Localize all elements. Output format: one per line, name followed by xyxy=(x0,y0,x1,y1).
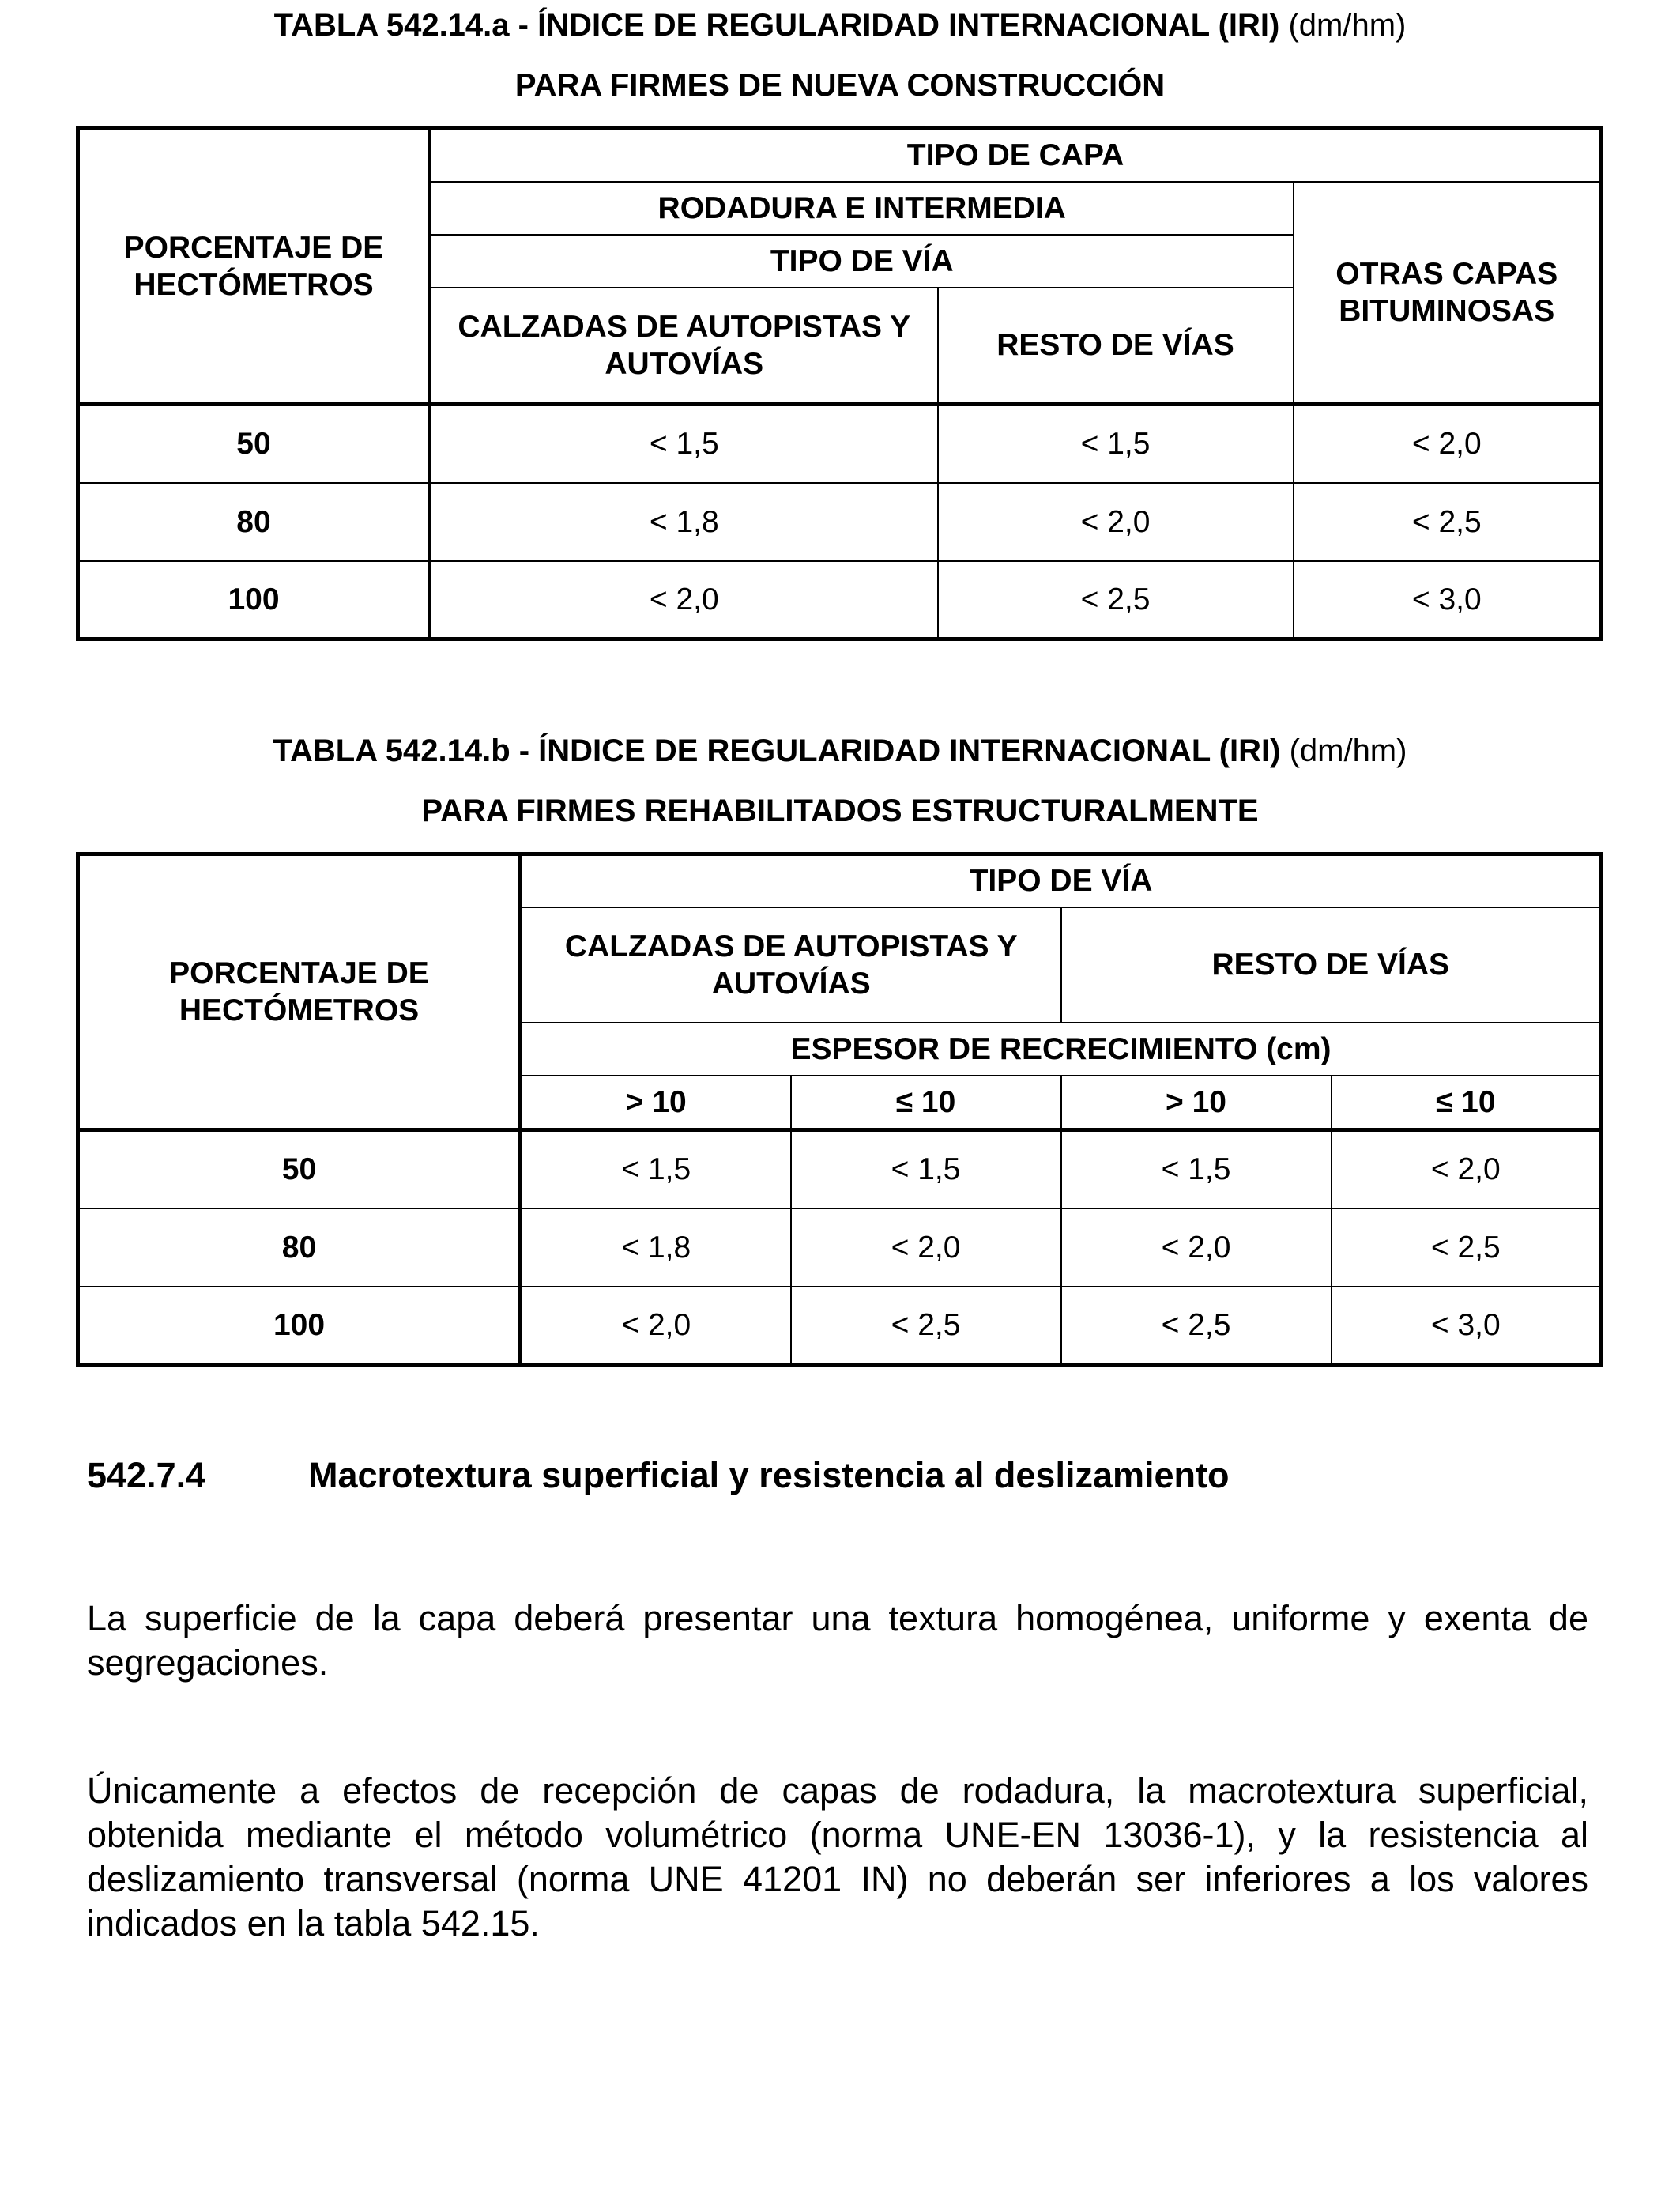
table-a-caption-title: TABLA 542.14.a - ÍNDICE DE REGULARIDAD INTERNACIONAL (IRI) xyxy=(273,8,1280,43)
table-a-header-tipo-capa: TIPO DE CAPA xyxy=(430,129,1602,182)
table-b-header-calzadas: CALZADAS DE AUTOPISTAS Y AUTOVÍAS xyxy=(521,907,1061,1023)
table-a-caption-unit: (dm/hm) xyxy=(1288,8,1407,43)
section-title: Macrotextura superficial y resistencia al deslizamiento xyxy=(308,1455,1230,1495)
table-b-cell: < 1,5 xyxy=(791,1130,1061,1208)
table-a-header-percent: PORCENTAJE DE HECTÓMETROS xyxy=(78,129,430,405)
table-b-cell-pct: 80 xyxy=(78,1208,521,1287)
table-a-header-rodadura: RODADURA E INTERMEDIA xyxy=(430,182,1294,235)
table-a-cell-pct: 100 xyxy=(78,561,430,639)
table-b-header-resto: RESTO DE VÍAS xyxy=(1061,907,1602,1023)
table-a-cell: < 2,0 xyxy=(430,561,938,639)
table-b-cell: < 2,0 xyxy=(1332,1130,1602,1208)
table-b-header-percent: PORCENTAJE DE HECTÓMETROS xyxy=(78,854,521,1130)
section-heading xyxy=(87,1454,1588,1497)
table-b-caption xyxy=(0,732,1680,770)
table-a-cell: < 1,5 xyxy=(938,405,1294,483)
table-a-cell-pct: 50 xyxy=(78,405,430,483)
table-row xyxy=(78,483,1602,561)
table-b-cell: < 2,5 xyxy=(1332,1208,1602,1287)
table-b-subcaption: PARA FIRMES REHABILITADOS ESTRUCTURALMENTE xyxy=(421,794,1259,828)
table-b-cell-pct: 100 xyxy=(78,1287,521,1365)
table-a-cell: < 2,0 xyxy=(938,483,1294,561)
table-b-cell-pct: 50 xyxy=(78,1130,521,1208)
table-a-header-tipo-via: TIPO DE VÍA xyxy=(430,235,1294,288)
table-a xyxy=(76,126,1603,641)
paragraph: La superficie de la capa deberá presentar una textura homogénea, uniforme y exenta de segregaciones. xyxy=(87,1598,1588,1683)
table-b-header-espesor: ESPESOR DE RECRECIMIENTO (cm) xyxy=(521,1023,1602,1076)
table-b-cell: < 1,5 xyxy=(521,1130,791,1208)
paragraph: Únicamente a efectos de recepción de capas de rodadura, la macrotextura superficial, obtenida mediante el método volumétrico (norma UNE-EN 13036-1), y la resistencia al deslizamiento transversal (norma UNE 41201 IN) no deberán ser inferiores a los valores indicados en la tabla 542.15. xyxy=(87,1770,1588,1943)
table-a-header-otras: OTRAS CAPAS BITUMINOSAS xyxy=(1294,182,1602,405)
table-a-cell: < 1,5 xyxy=(430,405,938,483)
table-b-subheader: > 10 xyxy=(521,1076,791,1130)
table-b-cell: < 2,0 xyxy=(791,1208,1061,1287)
table-row xyxy=(78,1208,1602,1287)
table-b-cell: < 2,5 xyxy=(791,1287,1061,1365)
table-b-header-tipo-via: TIPO DE VÍA xyxy=(521,854,1602,907)
table-a-cell: < 2,5 xyxy=(938,561,1294,639)
table-b xyxy=(76,852,1603,1367)
table-row xyxy=(78,1130,1602,1208)
table-b-cell: < 2,0 xyxy=(1061,1208,1332,1287)
table-a-cell: < 3,0 xyxy=(1294,561,1602,639)
table-row xyxy=(78,405,1602,483)
table-a-header-resto: RESTO DE VÍAS xyxy=(938,288,1294,405)
table-b-subheader: ≤ 10 xyxy=(791,1076,1061,1130)
table-b-caption-title: TABLA 542.14.b - ÍNDICE DE REGULARIDAD INTERNACIONAL (IRI) xyxy=(273,733,1281,768)
table-a-cell: < 2,5 xyxy=(1294,483,1602,561)
table-b-subheader: ≤ 10 xyxy=(1332,1076,1602,1130)
table-row xyxy=(78,1287,1602,1365)
table-a-subcaption: PARA FIRMES DE NUEVA CONSTRUCCIÓN xyxy=(514,68,1166,103)
table-b-cell: < 2,5 xyxy=(1061,1287,1332,1365)
table-a-cell-pct: 80 xyxy=(78,483,430,561)
table-b-cell: < 2,0 xyxy=(521,1287,791,1365)
table-b-caption-unit: (dm/hm) xyxy=(1289,733,1407,768)
table-row xyxy=(78,561,1602,639)
table-b-cell: < 1,8 xyxy=(521,1208,791,1287)
table-b-subheader: > 10 xyxy=(1061,1076,1332,1130)
section-number: 542.7.4 xyxy=(87,1455,206,1495)
table-b-cell: < 3,0 xyxy=(1332,1287,1602,1365)
table-a-caption xyxy=(0,6,1680,44)
table-a-cell: < 2,0 xyxy=(1294,405,1602,483)
table-b-cell: < 1,5 xyxy=(1061,1130,1332,1208)
table-a-header-calzadas: CALZADAS DE AUTOPISTAS Y AUTOVÍAS xyxy=(430,288,938,405)
table-a-cell: < 1,8 xyxy=(430,483,938,561)
